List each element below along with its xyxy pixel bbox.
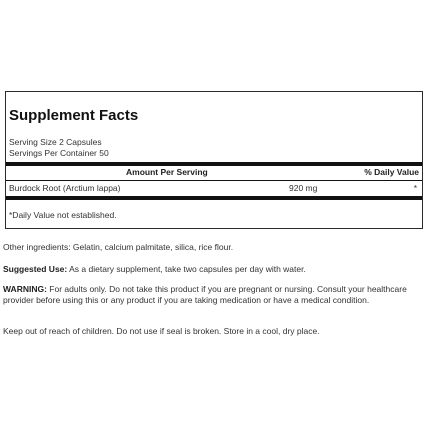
supplement-facts-panel (5, 91, 423, 229)
daily-value-header: % Daily Value (364, 167, 419, 177)
footer-divider-thick (6, 196, 422, 200)
ingredient-name: Burdock Root (Arctium lappa) (9, 183, 121, 193)
servings-per-container: Servings Per Container 50 (9, 148, 109, 158)
amount-per-serving-header: Amount Per Serving (126, 167, 208, 177)
suggested-use-label: Suggested Use: (3, 264, 68, 274)
panel-title: Supplement Facts (9, 107, 139, 124)
other-ingredients: Other ingredients: Gelatin, calcium palmitate, silica, rice flour. (3, 242, 234, 252)
storage-instructions: Keep out of reach of children. Do not use if seal is broken. Store in a cool, dry place. (3, 326, 320, 336)
warning (3, 284, 423, 306)
ingredient-amount: 920 mg (289, 183, 318, 193)
warning-text: For adults only. Do not take this product if you are pregnant or nursing. Consult your healthcare provider before using this or any product if you are taking medication or have a medical condition. (3, 284, 407, 305)
serving-size: Serving Size 2 Capsules (9, 137, 102, 147)
suggested-use-text: As a dietary supplement, take two capsules per day with water. (67, 264, 306, 274)
header-divider-thin (6, 180, 422, 181)
header-divider-thick (6, 162, 422, 166)
warning-label: WARNING: (3, 284, 47, 294)
ingredient-daily-value: * (413, 183, 417, 193)
suggested-use (3, 264, 423, 275)
daily-value-footnote: *Daily Value not established. (9, 210, 117, 220)
